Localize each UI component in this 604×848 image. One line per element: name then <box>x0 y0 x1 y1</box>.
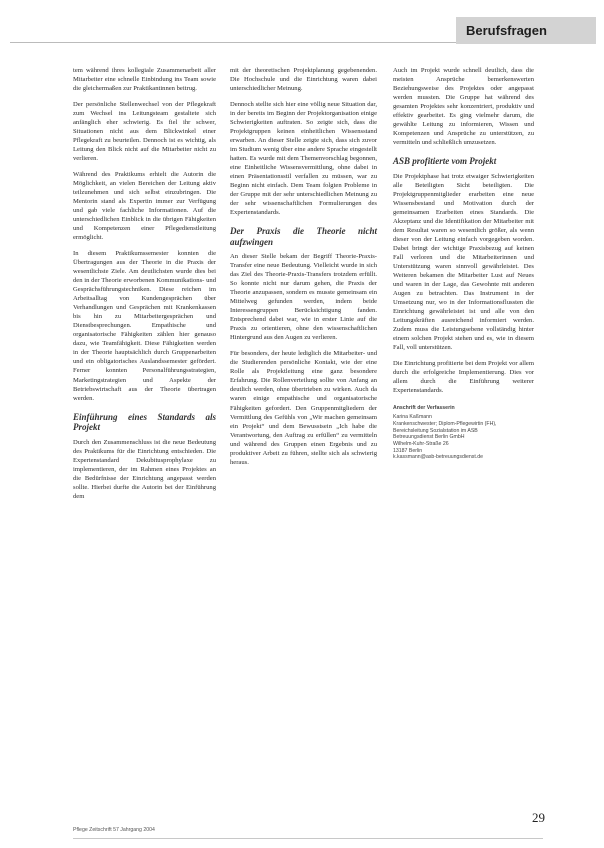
address-line: Wilhelm-Kuhr-Straße 26 <box>393 440 449 447</box>
paragraph: In diesem Praktikumssemester konnten die Übertragungen aus der Theorie in die Praxis der wesentlichste Ziele. Am deutlichsten wurde dies bei den in der Theorie erworbenen Kommunikations- und Gesprächsführungstechniken. Diese reichen im Arbeitsalltag von Kundengesprächen über Verhandlungen und Gesprächen mit Krankenkassen bis hin zu Mitarbeitergesprächen und Dienstbesprechungen. Empathische und organisatorische Fähigkeiten zählen hier genauso dazu, wie Teamfähigkeit. Diese Fähigkeiten werden in der Theorie hauptsächlich durch Gruppenarbeiten und ein obligatorisches Auslandssemester gefördert. Ferner konnten Personalführungsstrategien, Marketingstrategien und Aspekte der Betriebswirtschaft aus der Theorie übertragen werden. <box>73 250 216 402</box>
footer-text: Pflege Zeitschrift 57 Jahrgang 2004 <box>73 827 155 833</box>
address-heading: Anschrift der Verfasserin <box>393 405 455 412</box>
paragraph: Der persönliche Stellenwechsel von der Pflegekraft zum Wechsel ins Leitungsteam gestaltete sich anfänglich eher schwierig. Es fiel ihr schwer, Situationen nicht aus dem Blickwinkel einer Pflegekraft zu beurteilen. Dennoch ist es wichtig, als Leitung den Blick nicht auf die Mitarbeiter nicht zu verlieren. <box>73 101 216 163</box>
paragraph: tem während ihres kollegiale Zusammenarbeit aller Mitarbeiter eine schnelle Einbindung ins Team sowie die gleichermaßen zur Praktikantinnen beitrug. <box>73 67 216 93</box>
address-line: Krankenschwester; Diplom-Pflegewirtin (FH), <box>393 421 497 428</box>
paragraph: Dennoch stellte sich hier eine völlig neue Situation dar, in der bereits im Beginn der Projektorganisation einige Schwierigkeiten auftraten. So zeigte sich, dass die Projektgruppen keinen einheitlichen Wissensstand erwarben. An dieser Stelle zeigte sich, dass sich zuvor im Studium wenig über eine andere Sprache eingestellt hatten. Es wurde mit dem Themenvorschlag begonnen, eine Einheitliche Wissensvermittlung, ohne dabei in einen Präsentationsstil verfallen zu müssen, war zu Beginn nicht einfach. Dem Team folgten Probleme in der Gruppe mit der sehr unterschiedlichen Meinung zu der sehr wissenschaftlichen Formulierungen des Expertenstandards. <box>230 101 377 217</box>
subheading: ASB profitierte vom Projekt <box>393 156 497 167</box>
paragraph: Für besonders, der heute lediglich die Mitarbeiter- und die Studierenden persönliche Kontakt, wie der eine Rolle als Projektleitung eine ganz besondere Erfahrung. Die Rollenverteilung sollte von Anfang an deutlich werden, ohne übertrieben zu wirken. Auch da waren einige empathische und organisatorische Fähigkeiten gefordert. Den Gruppenmitgliedern der Vermittlung des Gefühls von „Wir machen gemeinsam ein Projekt“ und dem Bewusstsein „Ich habe die Verantwortung, den Auftrag zu erfüllen“ zu vermitteln und während des Gruppen einen Ergebnis und zu produktiver Arbeit zu führen, stellte sich als schwierig heraus. <box>230 350 377 466</box>
section-title: Berufsfragen <box>466 23 547 38</box>
section-header <box>456 17 596 44</box>
paragraph: Die Einrichtung profitierte bei dem Projekt vor allem durch die erfolgreiche Implementierung. Dies vor allem durch die Einführung weiterer Expertenstandards. <box>393 359 534 394</box>
paragraph: Die Projektphase hat trotz etwaiger Schwierigkeiten alle Beteiligten Sicht beteiligten. Die Projektgruppenmitglieder erarbeiten eine neue Wissensbestand und Motivation durch der gemeinsamen Erarbeiten eines Standards. Die Akzeptanz und die Identifikation der Mitarbeiter mit dem Resultat waren so wesentlich größer, als wenn dieser von der Leitung einfach vorgegeben worden. Dabei bringt der wichtige Praxisbezug auf keinen Fall verloren und die Mitarbeiterinnen und Unterstützung waren sinnvoll gewährleistet. Des Weiteren bekamen die Mitarbeiter Lust auf Neues und waren in der Lage, das Gewohnte mit anderen Augen zu betrachten. Das Instrument in der Umsetzung nur, wo in der Informationsflussten die Einrichtung gewährleistet ist und alle von den Leitungskräften ausreichend informiert werden. Zudem muss die Leistungsebene vollständig hinter einem solchen Projekt stehen und es, wie in diesem Fall, voll unterstützen. <box>393 172 534 351</box>
column-1 <box>73 66 216 508</box>
address-line: 13187 Berlin <box>393 447 423 454</box>
header-rule <box>10 42 456 43</box>
subheading: Der Praxis die Theorie nicht aufzwingen <box>230 226 377 247</box>
paragraph: mit der theoretischen Projektplanung gegebenenden. Die Hochschule und die Einrichtung waren dabei unterschiedlicher Meinung. <box>230 67 377 93</box>
subheading: Einführung eines Standards als Projekt <box>73 411 216 433</box>
address-line: Bereichsleitung Sozialstation im ASB <box>393 427 478 434</box>
paragraph: Auch im Projekt wurde schnell deutlich, dass die meisten Ansprüche bemerkenswerten Beziehungsweise des Projektes oder angepasst werden mussten. Die Gruppe hat während des gesamten Projektes sehr konzentriert, produktiv und effektiv gearbeitet. Es ging vielmehr darum, die gewählte Leitung zu informieren, Wissen und Kompetenzen und Ansprüche zu unterstützen, zu vermitteln und schließlich umzusetzen. <box>393 67 534 147</box>
paragraph: An dieser Stelle bekam der Begriff Theorie-Praxis-Transfer eine neue Bedeutung. Vielleicht wurde in sich das Ziel des Theorie-Praxis-Transfers trotzdem erfüllt. So konnte nicht nur darum gehen, die Praxis der Theorie anzupassen, sondern es musste gemeinsam ein Mittelweg gefunden werden, indem beide Interessengruppen Berücksichtigung fanden. Entsprechend dabei war, wie in erster Linie auf die Praxis zu orientieren, ohne den wissenschaftlichen Hintergrund aus den Augen zu verlieren. <box>230 253 377 342</box>
address-line: Betreuungsdienst Berlin GmbH <box>393 434 465 441</box>
author-address <box>393 405 534 461</box>
paragraph: Während des Praktikums erhielt die Autorin die Möglichkeit, an vielen Bereichen der Leitung aktiv teilzunehmen und sich selbst einzubringen. Die Mentorin stand als Expertin immer zur Verfügung und gab viele fachliche Informationen. Auf die unterschiedlichen Einblick in die übrigen Fähigkeiten und Kompetenzen einer Pflegedienstleitung ermöglicht. <box>73 171 216 242</box>
column-3 <box>393 66 534 461</box>
paragraph: Durch den Zusammenschluss ist die neue Bedeutung des Praktikums für die Einrichtung entschieden. Die Expertenstandard Dekubitusprophylaxe zu implementieren, der im Rahmen eines Projektes an die Bedürfnisse der Einrichtung angepasst werden sollte. Hierbei durfte die Autorin bei der Einführung dem <box>73 438 216 500</box>
page-number: 29 <box>532 810 545 825</box>
author-name: Karina Kaßmann <box>393 413 432 420</box>
author-email: k.kassmann@asb-betreuungsdienst.de <box>393 454 484 461</box>
column-2 <box>230 66 377 474</box>
footer-rule <box>73 838 543 839</box>
